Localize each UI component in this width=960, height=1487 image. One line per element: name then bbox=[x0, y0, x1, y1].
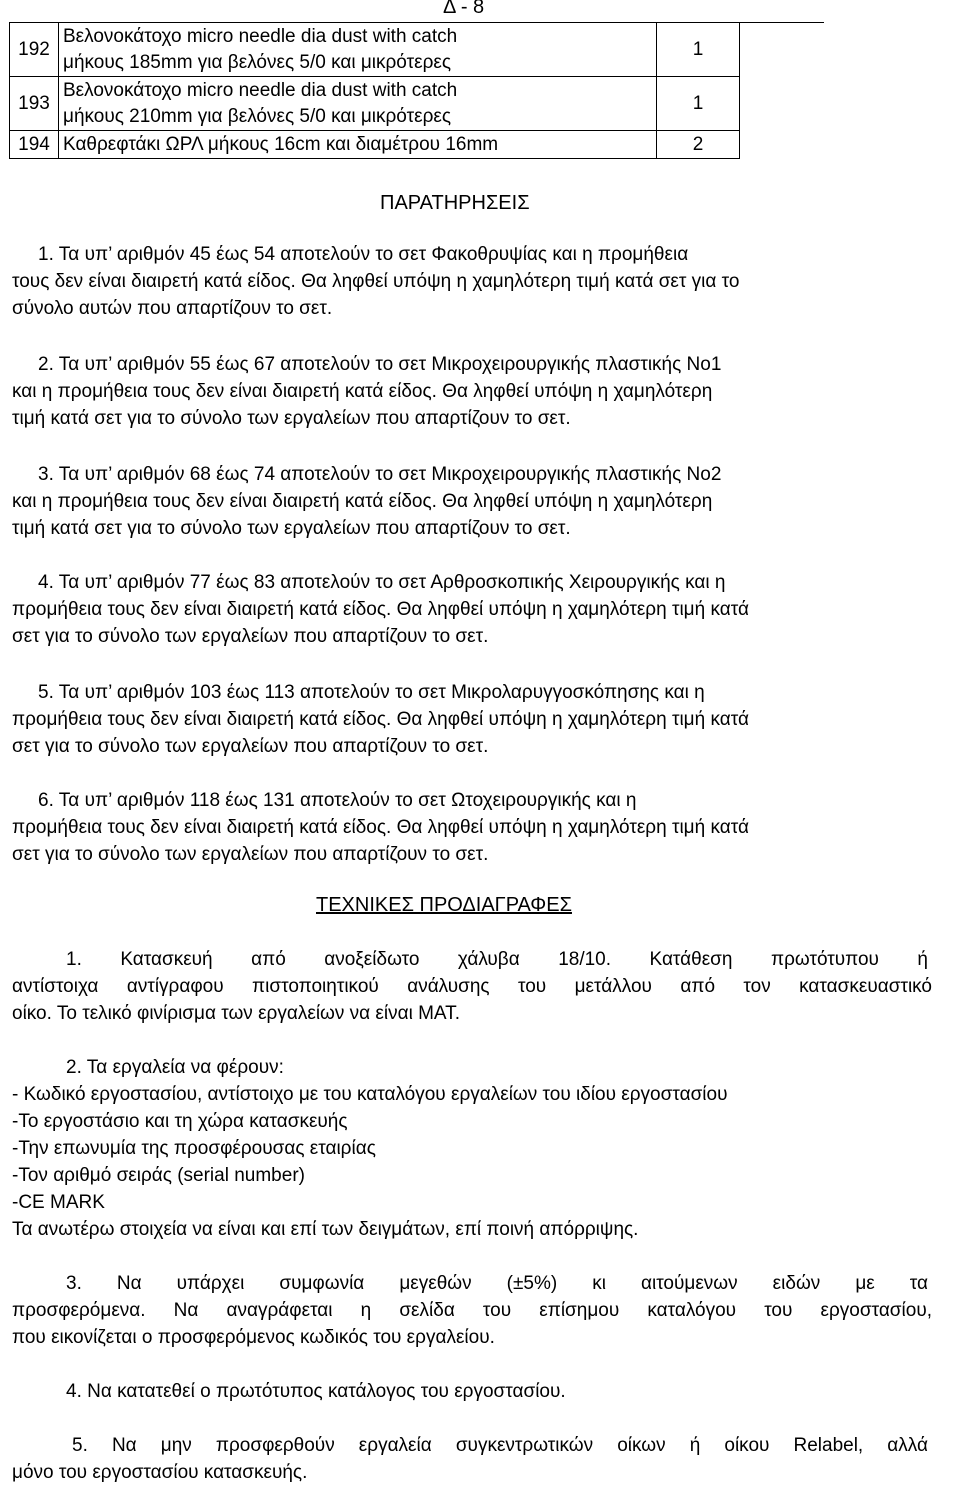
table-row bbox=[10, 23, 825, 77]
spec-2-title: 2. Τα εργαλεία να φέρουν: bbox=[66, 1057, 284, 1078]
spec-2-line: Τα ανωτέρω στοιχεία να είναι και επί των δειγμάτων, επί ποινή απόρριψης. bbox=[12, 1219, 639, 1240]
spec-5: 5. Να μην προσφερθούν εργαλεία συγκεντρωτικών οίκων ή οίκου Relabel, αλλά bbox=[72, 1435, 928, 1456]
spec-1: 1. Κατασκευή από ανοξείδωτο χάλυβα 18/10. Κατάθεση πρωτότυπου ή bbox=[66, 949, 928, 970]
item-quantity: 1 bbox=[657, 77, 740, 131]
table-row bbox=[10, 77, 825, 131]
spec-2-line: - Κωδικό εργοστασίου, αντίστοιχο με του καταλόγου εργαλείων του ιδίου εργοστασίου bbox=[12, 1084, 728, 1105]
specs-title: ΤΕΧΝΙΚΕΣ ΠΡΟΔΙΑΓΡΑΦΕΣ bbox=[316, 894, 572, 916]
item-quantity: 2 bbox=[657, 131, 740, 159]
spec-2-line: -Το εργοστάσιο και τη χώρα κατασκευής bbox=[12, 1111, 348, 1132]
item-description: Βελονοκάτοχο micro needle dia dust with catch μήκους 210mm για βελόνες 5/0 και μικρότερες bbox=[59, 77, 657, 131]
remark-1: 1. Τα υπ’ αριθμόν 45 έως 54 αποτελούν το σετ Φακοθρυψίας και η προμήθεια bbox=[38, 244, 689, 265]
remark-5: 5. Τα υπ’ αριθμόν 103 έως 113 αποτελούν το σετ Μικρολαρυγγοσκόπησης και η bbox=[38, 682, 705, 703]
table-row bbox=[10, 131, 825, 159]
item-quantity: 1 bbox=[657, 23, 740, 77]
item-number: 192 bbox=[10, 23, 59, 77]
item-description: Βελονοκάτοχο micro needle dia dust with catch μήκους 185mm για βελόνες 5/0 και μικρότερες bbox=[59, 23, 657, 77]
page-label: Δ - 8 bbox=[443, 0, 485, 18]
remarks-title: ΠΑΡΑΤΗΡΗΣΕΙΣ bbox=[380, 192, 530, 214]
spec-2-line: -CE MARK bbox=[12, 1192, 105, 1213]
item-description: Καθρεφτάκι ΩΡΛ μήκους 16cm και διαμέτρου 16mm bbox=[59, 131, 657, 159]
remark-6: 6. Τα υπ’ αριθμόν 118 έως 131 αποτελούν το σετ Ωτοχειρουργικής και η bbox=[38, 790, 637, 811]
spec-2-line: -Την επωνυμία της προσφέρουσας εταιρίας bbox=[12, 1138, 376, 1159]
remark-4: 4. Τα υπ’ αριθμόν 77 έως 83 αποτελούν το σετ Αρθροσκοπικής Χειρουργικής και η bbox=[38, 572, 726, 593]
spec-4: 4. Να κατατεθεί ο πρωτότυπος κατάλογος του εργοστασίου. bbox=[66, 1381, 566, 1402]
spec-3: 3. Να υπάρχει συμφωνία μεγεθών (±5%) κι αιτούμενων ειδών με τα bbox=[66, 1273, 928, 1294]
remark-2: 2. Τα υπ’ αριθμόν 55 έως 67 αποτελούν το σετ Μικροχειρουργικής πλαστικής Νο1 bbox=[38, 354, 722, 375]
item-number: 193 bbox=[10, 77, 59, 131]
items-table bbox=[9, 22, 824, 159]
spec-2-line: -Τον αριθμό σειράς (serial number) bbox=[12, 1165, 305, 1186]
item-number: 194 bbox=[10, 131, 59, 159]
remark-3: 3. Τα υπ’ αριθμόν 68 έως 74 αποτελούν το σετ Μικροχειρουργικής πλαστικής Νο2 bbox=[38, 464, 722, 485]
